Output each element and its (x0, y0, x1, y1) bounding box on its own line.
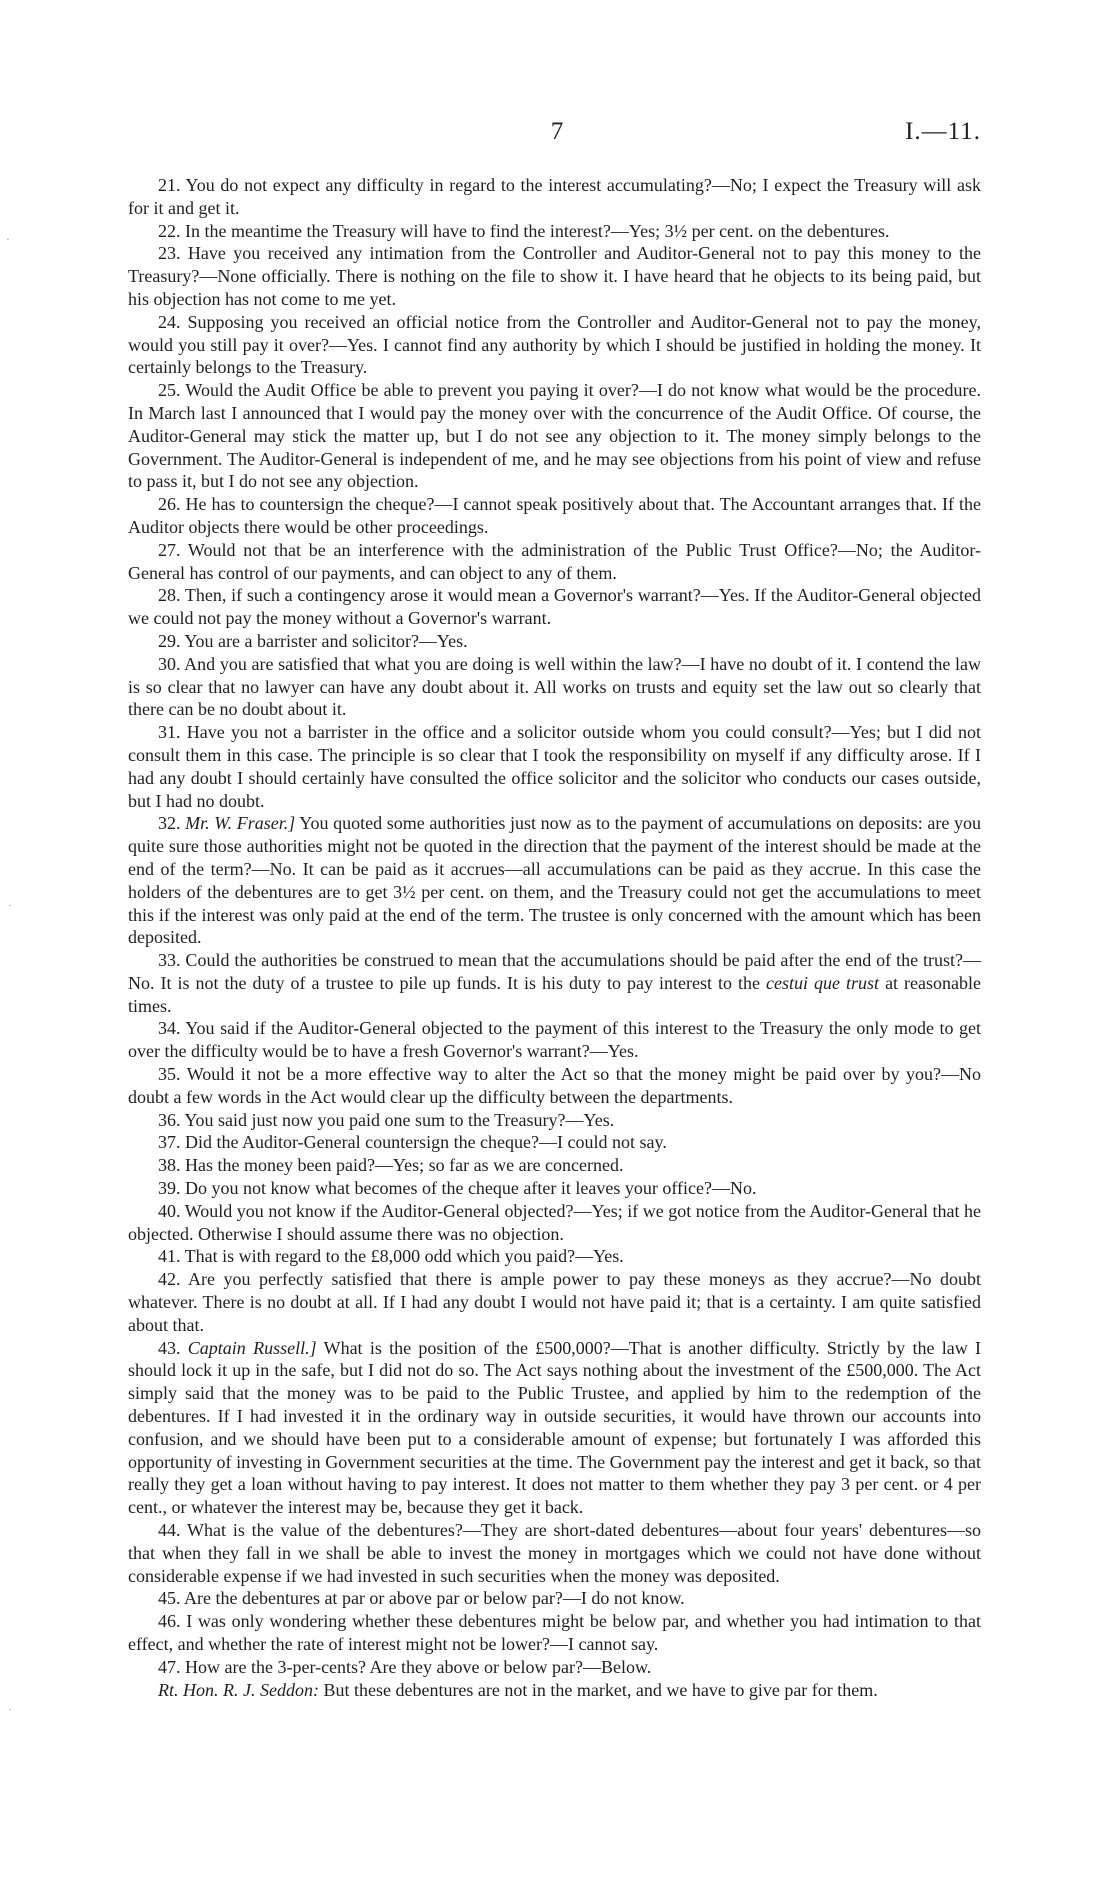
speaker-name: Captain Russell.] (187, 1337, 317, 1358)
paragraph-37: 37. Did the Auditor-General countersign the cheque?—I could not say. (158, 1132, 667, 1153)
paragraph-seddon (128, 1679, 981, 1702)
paragraph-26: 26. He has to countersign the cheque?—I cannot speak positively about that. The Accountant arranges that. If the Auditor objects there would be other proceedings. (128, 494, 981, 537)
paragraph-text: What is the position of the £500,000?—That is another difficulty. Strictly by the law I should lock it up in the safe, but I did not do so. The Act says nothing about the investment of the £500,000. The Act simply said that the money was to be paid to the Public Trustee, and applied by him to the redemption of the debentures. If I had invested it in the ordinary way in outside securities, it would have thrown our accounts into confusion, and we should have been put to a considerable amount of expense; but fortunately I was afforded this opportunity of investing in Government securities at the time. The Government pay the interest and get it back, so that really they get a loan without having to pay interest. It does not matter to them whether they pay 3 per cent. or 4 per cent., or whatever the interest may be, because they get it back. (128, 1337, 981, 1518)
margin-speck: · (8, 1702, 12, 1716)
evidence-body (128, 174, 981, 1701)
paragraph-28: 28. Then, if such a contingency arose it would mean a Governor's warrant?—Yes. If the Auditor-General objected we could not pay the money without a Governor's warrant. (128, 585, 981, 629)
paragraph-44: 44. What is the value of the debentures?—They are short-dated debentures—about four years' debentures—so that when they fall in we shall be able to invest the money in mortgages which we could not have done without considerable expense if we had invested in such securities when the money was deposited. (128, 1520, 981, 1586)
question-number: 43. (158, 1337, 181, 1358)
page-number: 7 (550, 118, 564, 145)
paragraph-31: 31. Have you not a barrister in the office and a solicitor outside whom you could consult?—Yes; but I did not consult them in this case. The principle is so clear that I took the responsibility on myself if any difficulty arose. If I had any doubt I should certainly have consulted the office solicitor and the solicitor who conducts our cases outside, but I had no doubt. (128, 722, 981, 811)
latin-term: cestui que trust (766, 972, 880, 993)
paragraph-35: 35. Would it not be a more effective way to alter the Act so that the money might be paid over by you?—No doubt a few words in the Act would clear up the difficulty between the departments. (128, 1064, 981, 1107)
paragraph-25: 25. Would the Audit Office be able to prevent you paying it over?—I do not know what would be the procedure. In March last I announced that I would pay the money over with the concurrence of the Audit Office. Of course, the Auditor-General may stick the matter up, but I do not see any objection to it. The money simply belongs to the Government. The Auditor-General is independent of me, and he may see objections from his point of view and refuse to pass it, but I do not see any objection. (128, 380, 981, 492)
paragraph-text: You quoted some authorities just now as to the payment of accumulations on deposits: are you quite sure those authorities might not be quoted in the direction that the payment of the interest should be made at the end of the term?—No. It can be paid as it accrues—all accumulations can be paid as they accrue. In this case the holders of the debentures are to get 3½ per cent. on them, and the Treasury could not get the accumulations to meet this if the interest was only paid at the end of the term. The trustee is only concerned with the amount which has been deposited. (128, 813, 982, 948)
paragraph-43 (128, 1337, 981, 1519)
paragraph-32 (128, 812, 981, 949)
paragraph-27: 27. Would not that be an interference with the administration of the Public Trust Office?—No; the Auditor-General has control of our payments, and can object to any of them. (128, 539, 981, 583)
paragraph-34: 34. You said if the Auditor-General objected to the payment of this interest to the Treasury the only mode to get over the difficulty would be to have a fresh Governor's warrant?—Yes. (128, 1018, 981, 1062)
paragraph-33 (128, 949, 981, 1017)
paragraph-text: at reasonable times. (128, 972, 982, 1016)
speaker-name: Rt. Hon. R. J. Seddon: (158, 1679, 319, 1700)
speaker-name: Mr. W. Fraser.] (185, 813, 296, 834)
paragraph-41: 41. That is with regard to the £8,000 odd which you paid?—Yes. (158, 1246, 624, 1267)
paragraph-42: 42. Are you perfectly satisfied that there is ample power to pay these moneys as they accrue?—No doubt whatever. There is no doubt at all. If I had any doubt I would not have paid it; that is a certainty. I am quite satisfied about that. (128, 1269, 981, 1335)
paragraph-text: But these debentures are not in the market, and we have to give par for them. (323, 1679, 878, 1700)
document-reference: I.—11. (905, 118, 981, 145)
paragraph-39: 39. Do you not know what becomes of the cheque after it leaves your office?—No. (158, 1178, 757, 1199)
paragraph-24: 24. Supposing you received an official notice from the Controller and Auditor-General not to pay the money, would you still pay it over?—Yes. I cannot find any authority by which I should be justified in holding the money. It certainly belongs to the Treasury. (128, 311, 981, 378)
paragraph-46: 46. I was only wondering whether these debentures might be below par, and whether you had intimation to that effect, and whether the rate of interest might not be lower?—I cannot say. (128, 1611, 981, 1654)
paragraph-30: 30. And you are satisfied that what you are doing is well within the law?—I have no doubt of it. I contend the law is so clear that no lawyer can have any doubt about it. All works on trusts and equity set the law out so clearly that there can be no doubt about it. (128, 653, 981, 720)
paragraph-36: 36. You said just now you paid one sum to the Treasury?—Yes. (158, 1109, 615, 1130)
paragraph-29: 29. You are a barrister and solicitor?—Yes. (158, 630, 468, 651)
paragraph-38: 38. Has the money been paid?—Yes; so far as we are concerned. (158, 1155, 624, 1176)
paragraph-23: 23. Have you received any intimation from the Controller and Auditor-General not to pay this money to the Treasury?—None officially. There is nothing on the file to show it. I have heard that he objects to its being paid, but his objection has not come to me yet. (128, 243, 981, 309)
paragraph-47: 47. How are the 3-per-cents? Are they above or below par?—Below. (158, 1656, 652, 1677)
paragraph-40: 40. Would you not know if the Auditor-General objected?—Yes; if we got notice from the Auditor-General that he objected. Otherwise I should assume there was no objection. (128, 1200, 981, 1244)
margin-speck: · (6, 232, 10, 246)
paragraph-21: 21. You do not expect any difficulty in regard to the interest accumulating?—No; I expect the Treasury will ask for it and get it. (128, 175, 981, 218)
paragraph-text: 33. Could the authorities be construed to mean that the accumulations should be paid after the end of the trust?—No. It is not the duty of a trustee to pile up funds. It is his duty to pay interest to the (128, 950, 981, 993)
paragraph-45: 45. Are the debentures at par or above par or below par?—I do not know. (158, 1588, 685, 1609)
question-number: 32. (158, 813, 181, 834)
paragraph-22: 22. In the meantime the Treasury will have to find the interest?—Yes; 3½ per cent. on the debentures. (158, 220, 890, 241)
margin-speck: · (8, 898, 12, 912)
